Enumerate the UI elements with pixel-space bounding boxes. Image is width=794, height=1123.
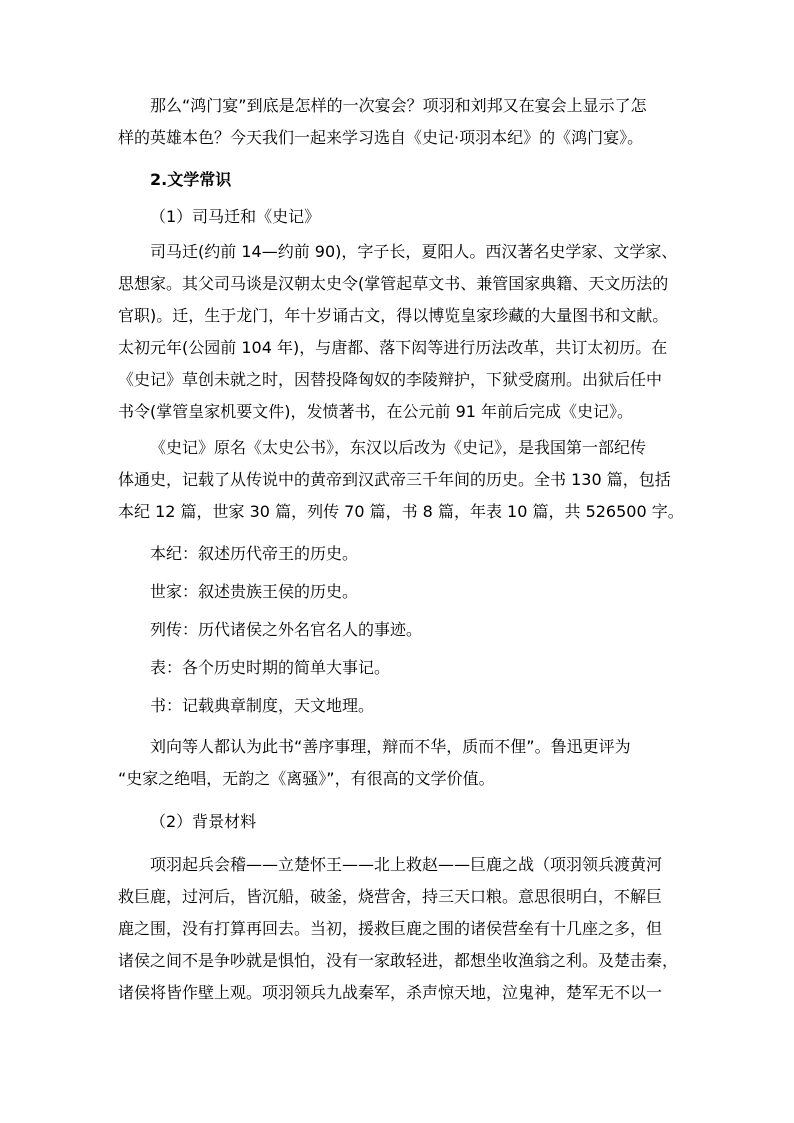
biao-text: 表：各个历史时期的简单大事记。 (150, 658, 391, 677)
comment-line-2: “史家之绝唱，无韵之《离骚》”，有很高的文学价值。 (118, 769, 495, 788)
sima-qian-paragraph (118, 236, 678, 428)
intro-line-2: 样的英雄本色？今天我们一起来学习选自《史记·项羽本纪》的《鸿门宴》。 (118, 128, 644, 147)
shu-text: 书：记载典章制度，天文地理。 (150, 696, 375, 715)
section-2-heading-block (118, 164, 678, 196)
background-line-2: 救巨鹿，过河后，皆沉船，破釜，烧营舍，持三天口粮。意思很明白，不解巨 (118, 887, 663, 906)
intro-paragraph (118, 90, 678, 154)
shiji-line-3: 本纪 12 篇，世家 30 篇，列传 70 篇，书 8 篇，年表 10 篇，共 526500 字。 (118, 502, 684, 521)
sima-line-6: 书令(掌管皇家机要文件)，发愤著书，在公元前 91 年前后完成《史记》。 (118, 402, 634, 421)
liezhuan-item (118, 614, 678, 646)
sima-line-2: 思想家。其父司马谈是汉朝太史令(掌管起草文书、兼管国家典籍、天文历法的 (118, 274, 669, 293)
section-2-heading: 2.文学常识 (150, 170, 232, 189)
sima-line-3: 官职)。迁，生于龙门，年十岁诵古文，得以博览皇家珍藏的大量图书和文献。 (118, 306, 669, 325)
shiji-line-2: 体通史，记载了从传说中的黄帝到汉武帝三千年间的历史。全书 130 篇，包括 (118, 470, 671, 489)
background-line-5: 诸侯将皆作壁上观。项羽领兵九战秦军，杀声惊天地，泣鬼神，楚军无不以一 (118, 983, 663, 1002)
benji-text: 本纪：叙述历代帝王的历史。 (150, 544, 359, 563)
shijia-item (118, 576, 678, 608)
shiji-paragraph (118, 432, 684, 528)
sima-line-5: 《史记》草创未就之时，因替投降匈奴的李陵辩护，下狱受腐刑。出狱后任中 (118, 370, 663, 389)
background-line-1: 项羽起兵会稽——立楚怀王——北上救赵——巨鹿之战（项羽领兵渡黄河 (150, 855, 663, 874)
comment-line-1: 刘向等人都认为此书“善序事理，辩而不华，质而不俚”。鲁迅更评为 (150, 737, 631, 756)
shu-item (118, 690, 678, 722)
shiji-line-1: 《史记》原名《太史公书》，东汉以后改为《史记》，是我国第一部纪传 (150, 438, 647, 457)
sima-line-1: 司马迁(约前 14—约前 90)，字子长，夏阳人。西汉著名史学家、文学家、 (150, 242, 678, 261)
sub-2-heading-block (118, 806, 678, 838)
background-line-3: 鹿之围，没有打算再回去。当初，援救巨鹿之围的诸侯营垒有十几座之多，但 (118, 919, 663, 938)
biao-item (118, 652, 678, 684)
sub-2-heading: （2）背景材料 (150, 812, 257, 831)
liezhuan-text: 列传：历代诸侯之外名官名人的事迹。 (150, 620, 423, 639)
benji-item (118, 538, 678, 570)
shijia-text: 世家：叙述贵族王侯的历史。 (150, 582, 359, 601)
sima-line-4: 太初元年(公园前 104 年)，与唐都、落下闳等进行历法改革，共订太初历。在 (118, 338, 668, 357)
sub-1-heading-block (118, 201, 678, 233)
background-paragraph (118, 849, 678, 1009)
intro-line-1: 那么“鸿门宴”到底是怎样的一次宴会？项羽和刘邦又在宴会上显示了怎 (150, 96, 647, 115)
comment-paragraph (118, 731, 678, 795)
background-line-4: 诸侯之间不是争吵就是惧怕，没有一家敢轻进，都想坐收渔翁之利。及楚击秦， (118, 951, 679, 970)
sub-1-heading: （1）司马迁和《史记》 (150, 207, 321, 226)
